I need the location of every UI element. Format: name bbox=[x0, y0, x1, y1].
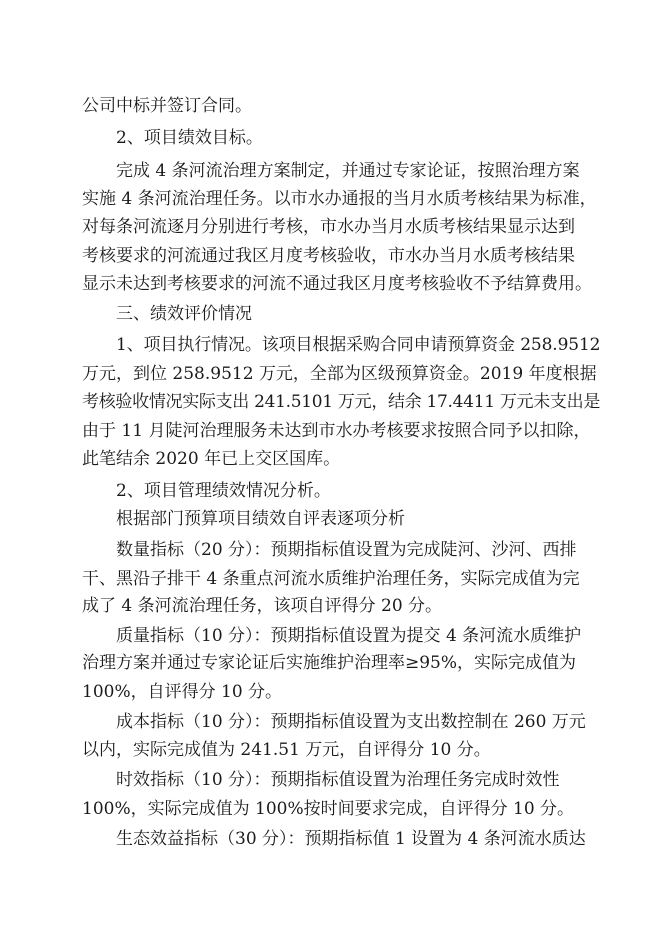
section-heading-evaluation: 三、绩效评价情况 bbox=[116, 304, 252, 324]
text-line-21: 100%，自评得分 10 分。 bbox=[82, 682, 283, 702]
text-line-26: 生态效益指标（30 分）：预期指标值 1 设置为 4 条河流水质达 bbox=[116, 829, 586, 849]
text-line-22: 成本指标（10 分）：预期指标值设置为支出数控制在 260 万元 bbox=[116, 712, 586, 732]
text-line-16: 数量指标（20 分）：预期指标值设置为完成陡河、沙河、西排 bbox=[116, 540, 577, 560]
text-line-11: 考核验收情况实际支出 241.5101 万元，结余 17.4411 万元未支出是 bbox=[82, 392, 601, 412]
text-line-18: 成了 4 条河流治理任务，该项自评得分 20 分。 bbox=[82, 596, 443, 616]
text-line-3: 完成 4 条河流治理方案制定，并通过专家论证，按照治理方案 bbox=[116, 161, 580, 181]
text-line-25: 100%，实际完成值为 100%按时间要求完成，自评得分 10 分。 bbox=[82, 799, 575, 819]
text-line-5: 对每条河流逐月分别进行考核，市水办当月水质考核结果显示达到 bbox=[82, 217, 575, 237]
text-line-7: 显示未达到考核要求的河流不通过我区月度考核验收不予结算费用。 bbox=[82, 274, 592, 294]
text-line-20: 治理方案并通过专家论证后实施维护治理率≥95%，实际完成值为 bbox=[82, 653, 577, 673]
section-heading-management-analysis: 2、项目管理绩效情况分析。 bbox=[116, 481, 331, 501]
text-line-19: 质量指标（10 分）：预期指标值设置为提交 4 条河流水质维护 bbox=[116, 626, 582, 646]
text-line-10: 万元，到位 258.9512 万元，全部为区级预算资金。2019 年度根据 bbox=[82, 364, 597, 384]
text-line-12: 由于 11 月陡河治理服务未达到市水办考核要求按照合同予以扣除， bbox=[82, 421, 591, 441]
text-line-15: 根据部门预算项目绩效自评表逐项分析 bbox=[116, 509, 405, 529]
text-line-9: 1、项目执行情况。该项目根据采购合同申请预算资金 258.9512 bbox=[116, 335, 601, 355]
text-line-17: 干、黑沿子排干 4 条重点河流水质维护治理任务，实际完成值为完 bbox=[82, 569, 580, 589]
text-line-13: 此笔结余 2020 年已上交区国库。 bbox=[82, 449, 341, 469]
text-line-23: 以内，实际完成值为 241.51 万元，自评得分 10 分。 bbox=[82, 740, 491, 760]
text-line-6: 考核要求的河流通过我区月度考核验收，市水办当月水质考核结果 bbox=[82, 246, 575, 266]
section-heading-performance-goal: 2、项目绩效目标。 bbox=[116, 128, 263, 148]
text-line-24: 时效指标（10 分）：预期指标值设置为治理任务完成时效性 bbox=[116, 770, 560, 790]
text-line-1: 公司中标并签订合同。 bbox=[82, 96, 252, 116]
text-line-4: 实施 4 条河流治理任务。以市水办通报的当月水质考核结果为标准， bbox=[82, 189, 597, 209]
